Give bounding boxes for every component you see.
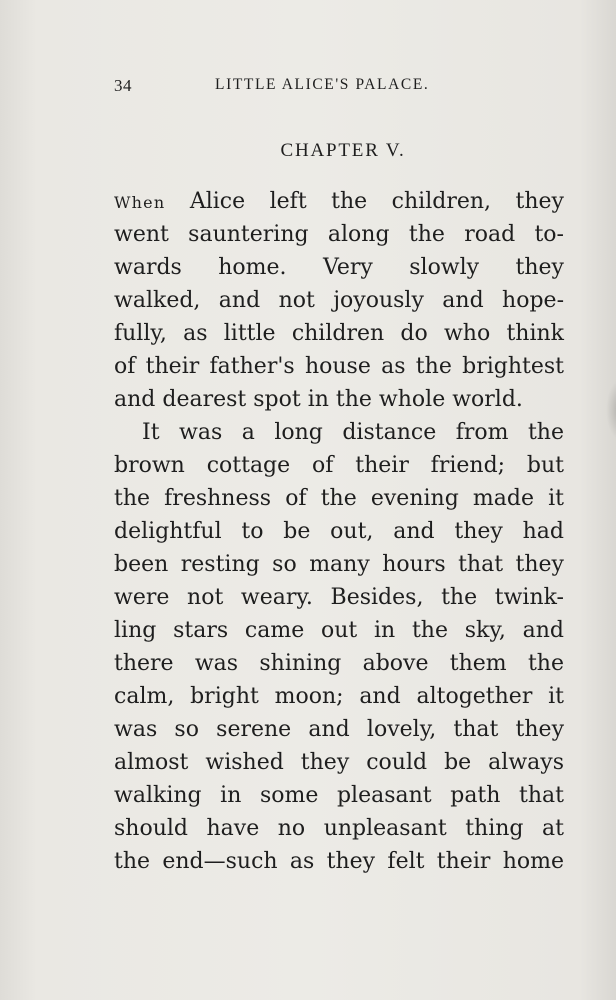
text-line: It was a long distance from the [142, 420, 564, 445]
chapter-heading: CHAPTER V. [280, 140, 406, 161]
text-line: wards home. Very slowly they [114, 255, 564, 280]
text-line: were not weary. Besides, the twink- [114, 585, 564, 610]
text-line: walking in some pleasant path that [114, 783, 564, 808]
text-line: fully, as little children do who think [114, 321, 564, 346]
text-line: went sauntering along the road to- [114, 222, 564, 247]
text-line: almost wished they could be always [114, 750, 564, 775]
text-line: should have no unpleasant thing at [114, 816, 564, 841]
text-line: ling stars came out in the sky, and [114, 618, 564, 643]
text-line [114, 185, 564, 218]
text-line: there was shining above them the [114, 651, 564, 676]
opening-word: When [114, 193, 166, 212]
text-line: brown cottage of their friend; but [114, 453, 564, 478]
text-line: walked, and not joyously and hope- [114, 288, 564, 313]
text-line: calm, bright moon; and altogether it [114, 684, 564, 709]
text-line-fragment: Alice left the children, they [189, 189, 564, 214]
page-edge-shadow [606, 380, 616, 440]
text-line: delightful to be out, and they had [114, 519, 564, 544]
text-line: and dearest spot in the whole world. [114, 387, 523, 412]
text-line: been resting so many hours that they [114, 552, 564, 577]
text-line: was so serene and lovely, that they [114, 717, 564, 742]
running-title: LITTLE ALICE'S PALACE. [215, 76, 430, 93]
page-number: 34 [114, 76, 132, 95]
text-line: of their father's house as the brightest [114, 354, 564, 379]
body-text [114, 185, 564, 878]
text-line: the freshness of the evening made it [114, 486, 564, 511]
text-line: the end—such as they felt their home [114, 849, 564, 874]
page-header [114, 76, 564, 100]
